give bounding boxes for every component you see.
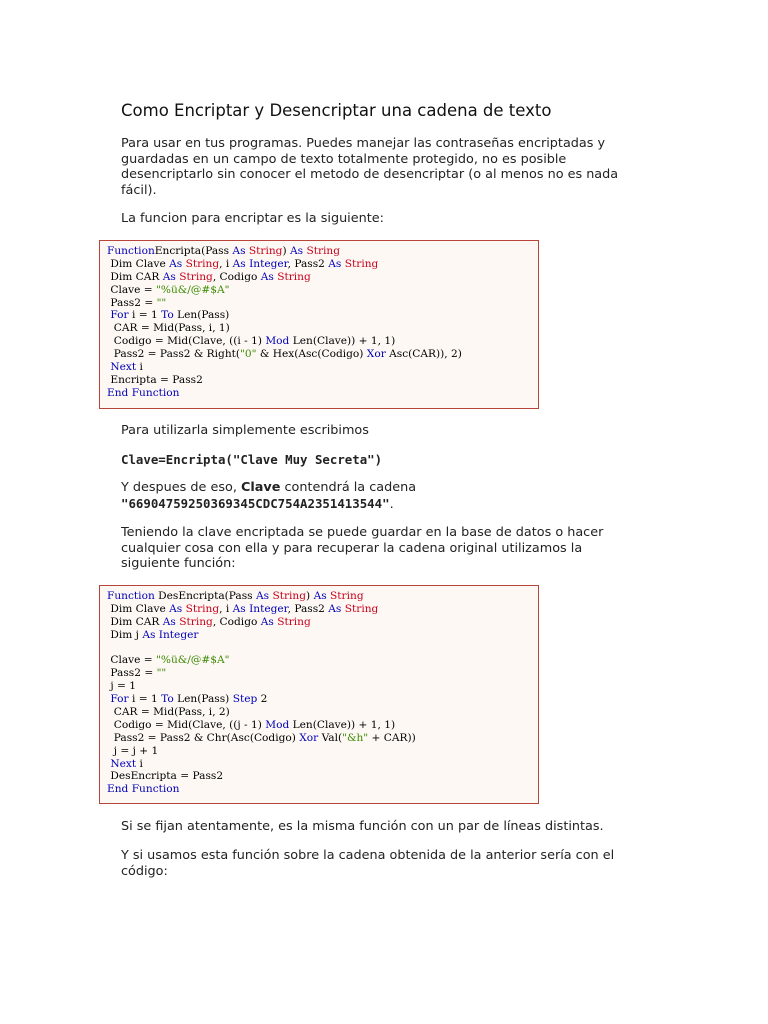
code-token: Val( [318,731,343,744]
code-token: String [248,245,283,257]
code-token: "%ü&/@#$A" [156,654,230,667]
code-token: Function [107,590,155,602]
usage-intro: Para utilizarla simplemente escribimos [121,423,369,438]
code-token: Clave = [107,654,157,667]
code-line [107,758,538,771]
code-token: To [161,693,174,706]
code-line [107,387,538,400]
code-token: Clave = [107,283,157,296]
code-token: Pass2 = [107,296,157,309]
code-token: Len(Clave)) + 1, 1) [289,718,396,731]
code-line [107,271,538,284]
code-line [107,374,538,387]
code-token: , Pass2 [287,602,329,615]
code-token: As [162,615,176,628]
code-token: As [256,590,270,602]
usage-code: Clave=Encripta("Clave Muy Secreta") [121,452,383,467]
intro-paragraph: Para usar en tus programas. Puedes manejar las contraseñas encriptadas y guardadas en un campo de texto totalmente protegido, no es posible desencriptarlo sin conocer el metodo de desencriptar (o al menos no es nada fácil). [121,136,619,198]
code-token: String [185,257,220,270]
code-token: Codigo = Mid(Clave, ((i - 1) [107,335,266,348]
code-line [107,297,538,310]
code-token: To [161,309,174,322]
encrypt-intro: La funcion para encriptar es la siguiente: [121,211,384,226]
code-token: String [306,245,341,257]
code-line [107,284,538,297]
code-line [107,642,538,655]
code-token: DesEncripta(Pass [154,590,256,602]
code-token: As [313,590,327,602]
code-token: ) [306,590,314,602]
code-token: Mod [265,718,290,731]
code-token: End Function [107,783,180,796]
code-line [107,783,538,796]
code-line [107,590,538,603]
code-token: Len(Pass) [173,693,233,706]
code-token: As [260,270,274,283]
code-token: As [169,602,183,615]
code-token: String [344,602,379,615]
code-token: Dim CAR [107,615,163,628]
code-token: String [344,257,379,270]
code-token: String [179,615,213,628]
code-token: "&h" [342,731,369,744]
code-line [107,706,538,719]
code-token: , i [219,257,233,270]
code-token: "%ü&/@#$A" [156,283,230,296]
code-token: As [162,270,176,283]
code-token: Dim j [107,628,143,641]
code-token: DesEncripta = Pass2 [107,770,224,783]
code-token: Pass2 = Pass2 & Right( [107,348,241,361]
code-line [107,603,538,616]
code-line [107,654,538,667]
code-token: , Pass2 [287,257,329,270]
code-token: i [136,757,143,770]
code-token: Pass2 = [107,667,157,680]
code-token: Xor [299,731,319,744]
code-token: CAR = Mid(Pass, i, 1) [107,322,230,335]
code-line [107,309,538,322]
code-token: Dim Clave [107,257,170,270]
code-token: Step [232,693,258,706]
code-token: As [169,257,183,270]
code-token: As [232,245,246,257]
code-block-encrypt [99,240,539,409]
code-token: 2 [257,693,268,706]
note-paragraph: Si se fijan atentamente, es la misma función con un par de líneas distintas. [121,819,604,834]
code-token: i = 1 [128,693,162,706]
code-token: For [110,693,129,706]
code-line [107,258,538,271]
code-token: Encripta(Pass [154,245,233,257]
code-token: i [136,361,143,374]
result-end: . [389,496,394,512]
result-paragraph [121,480,641,512]
code-token: As Integer [232,257,288,270]
code-line [107,770,538,783]
code-token: End Function [107,386,180,399]
code-token: Codigo = Mid(Clave, ((j - 1) [107,718,266,731]
code-line [107,745,538,758]
code-token: "" [156,296,167,309]
code-token: i = 1 [128,309,162,322]
code-token: Function [107,245,155,257]
code-line [107,667,538,680]
result-value: "66904759250369345CDC754A2351413544" [121,495,390,511]
code-line [107,335,538,348]
result-suffix: contendrá la cadena [284,480,417,495]
code-line [107,680,538,693]
code-token: "0" [240,348,257,361]
page-title: Como Encriptar y Desencriptar una cadena de texto [121,101,552,120]
code-token: As Integer [232,602,288,615]
code-token: For [110,309,129,322]
code-token: As [328,257,342,270]
decrypt-intro: Teniendo la clave encriptada se puede guardar en la base de datos o hacer cualquier cosa con ella y para recuperar la cadena original utilizamos la siguiente función: [121,525,604,571]
code-token: String [179,270,213,283]
code-token: As Integer [142,628,199,641]
code-token: String [330,590,364,602]
result-bold-word: Clave [240,480,281,495]
code-token: Encripta = Pass2 [107,373,203,386]
code-token: Dim CAR [107,270,163,283]
code-token: CAR = Mid(Pass, i, 2) [107,706,230,719]
code-line [107,732,538,745]
code-line [107,361,538,374]
code-token: String [272,590,307,602]
code-token: Pass2 = Pass2 & Chr(Asc(Codigo) [107,731,300,744]
code-line [107,616,538,629]
code-token: As [260,615,274,628]
code-token: Mod [265,335,290,348]
code-token: Len(Pass) [173,309,230,322]
code-token: Xor [366,348,386,361]
code-token: ) [282,245,290,257]
code-token: , i [219,602,233,615]
code-token: "" [156,667,167,680]
code-token: Len(Clave)) + 1, 1) [289,335,396,348]
code-token: String [277,615,311,628]
code-token: String [277,270,311,283]
code-token: j = 1 [107,680,137,693]
code-token: , Codigo [212,270,261,283]
code-token: As [328,602,342,615]
code-line [107,348,538,361]
code-token: j = j + 1 [107,744,159,757]
code-token: Asc(CAR)), 2) [385,348,462,361]
code-token: Next [110,361,137,374]
code-token: Next [110,757,137,770]
code-line [107,693,538,706]
code-token [107,642,110,654]
result-prefix: Y despues de eso, [121,480,237,495]
code-line [107,245,538,258]
code-token: + CAR)) [368,731,416,744]
code-token: String [185,602,220,615]
closing-paragraph: Y si usamos esta función sobre la cadena obtenida de la anterior sería con el código: [121,848,615,879]
code-token: Dim Clave [107,602,170,615]
code-line [107,719,538,732]
code-token: As [289,245,304,257]
code-line [107,322,538,335]
code-line [107,629,538,642]
code-token: & Hex(Asc(Codigo) [256,348,367,361]
code-block-decrypt [99,585,539,804]
code-token: , Codigo [212,615,261,628]
